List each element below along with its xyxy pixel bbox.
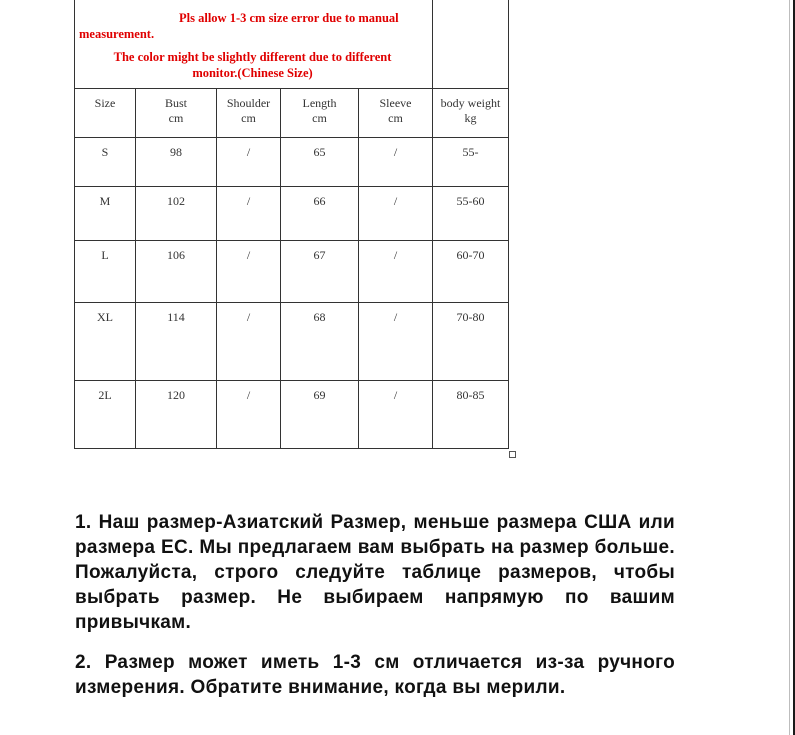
- header-length: Length cm: [281, 88, 359, 137]
- size-chart-table: [74, 0, 509, 449]
- header-shoulder: Shoulder cm: [217, 88, 281, 137]
- notice-line-4: monitor.(Chinese Size): [192, 66, 313, 80]
- header-body-weight: body weight kg: [433, 88, 509, 137]
- cell-bust: 114: [136, 302, 217, 380]
- table-resize-handle[interactable]: [509, 451, 516, 458]
- cell-length: 65: [281, 137, 359, 186]
- notice-side-cell: [433, 0, 509, 88]
- cell-body-weight: 55-60: [433, 186, 509, 240]
- cell-length: 66: [281, 186, 359, 240]
- cell-size: S: [75, 137, 136, 186]
- cell-bust: 120: [136, 380, 217, 448]
- cell-shoulder: /: [217, 240, 281, 302]
- table-row: [75, 380, 509, 448]
- cell-shoulder: /: [217, 137, 281, 186]
- note-size-advice: 1. Наш размер-Азиатский Размер, меньше размера США или размера ЕС. Мы предлагаем вам выбрать на размер больше. Пожалуйста, строго следуйте таблице размеров, чтобы выбрать размер. Не выбираем напрямую по вашим привычкам.: [75, 512, 675, 633]
- page-edge-shadow: [789, 0, 790, 735]
- cell-length: 68: [281, 302, 359, 380]
- table-row: [75, 302, 509, 380]
- cell-size: 2L: [75, 380, 136, 448]
- notice-row: [75, 0, 509, 88]
- cell-shoulder: /: [217, 186, 281, 240]
- cell-length: 69: [281, 380, 359, 448]
- cell-body-weight: 70-80: [433, 302, 509, 380]
- cell-size: M: [75, 186, 136, 240]
- header-sleeve: Sleeve cm: [359, 88, 433, 137]
- cell-length: 67: [281, 240, 359, 302]
- cell-size: XL: [75, 302, 136, 380]
- cell-sleeve: /: [359, 137, 433, 186]
- cell-shoulder: /: [217, 380, 281, 448]
- cell-sleeve: /: [359, 302, 433, 380]
- table-row: [75, 240, 509, 302]
- notice-line-1: Pls allow 1-3 cm size error due to manual: [179, 11, 399, 25]
- cell-size: L: [75, 240, 136, 302]
- cell-bust: 98: [136, 137, 217, 186]
- header-size: Size: [75, 88, 136, 137]
- cell-shoulder: /: [217, 302, 281, 380]
- cell-sleeve: /: [359, 380, 433, 448]
- cell-bust: 102: [136, 186, 217, 240]
- cell-body-weight: 60-70: [433, 240, 509, 302]
- notice-cell: [75, 0, 433, 88]
- table-row: [75, 137, 509, 186]
- table-row: [75, 186, 509, 240]
- cell-body-weight: 80-85: [433, 380, 509, 448]
- cell-sleeve: /: [359, 186, 433, 240]
- cell-body-weight: 55-: [433, 137, 509, 186]
- notice-line-3: The color might be slightly different due to different: [113, 50, 392, 64]
- cell-bust: 106: [136, 240, 217, 302]
- header-bust: Bust cm: [136, 88, 217, 137]
- cell-sleeve: /: [359, 240, 433, 302]
- header-row: [75, 88, 509, 137]
- notice-line-2: measurement.: [79, 27, 155, 41]
- note-measurement-error: 2. Размер может иметь 1-3 см отличается из-за ручного измерения. Обратите внимание, когда вы мерили.: [75, 652, 675, 698]
